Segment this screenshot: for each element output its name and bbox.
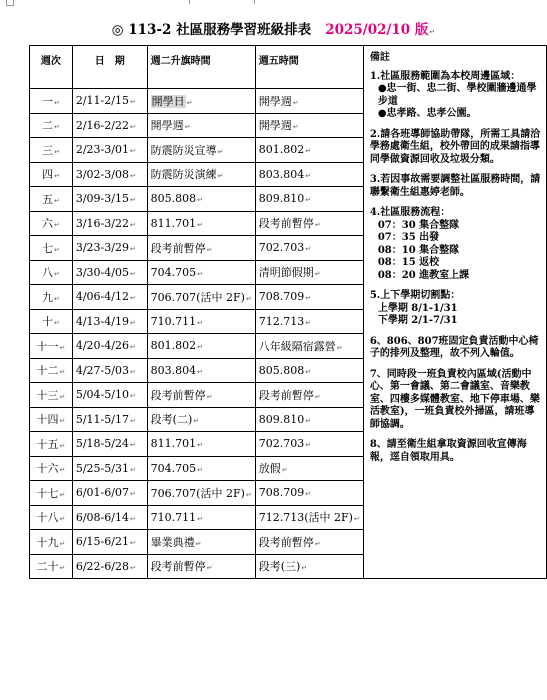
note-line: 8、請至衛生組拿取資源回收宣傳海報，逕自領取用具。 [369, 439, 527, 463]
notes-list [370, 71, 541, 465]
notes-heading: 備註 [369, 52, 390, 63]
tuesday-cell-text: 801.802 [150, 339, 197, 353]
tuesday-cell [147, 481, 255, 506]
week-cell [30, 505, 73, 530]
note-item [370, 369, 541, 432]
paragraph-mark: ↵ [53, 245, 60, 254]
tuesday-cell [147, 113, 255, 138]
week-cell-text: 八 [41, 266, 53, 280]
friday-cell [255, 505, 363, 530]
week-cell [30, 113, 73, 138]
paragraph-mark: ↵ [281, 466, 288, 475]
paragraph-mark: ↵ [186, 98, 193, 107]
paragraph-mark: ↵ [53, 319, 60, 328]
friday-cell-text: 803.804 [258, 167, 305, 181]
note-item [370, 336, 541, 361]
date-cell [72, 432, 147, 457]
paragraph-mark: ↵ [305, 196, 312, 205]
header-tuesday-time: 週二升旗時間 [147, 46, 255, 89]
note-line: 08：20 進教室上課 [377, 269, 470, 281]
note-line: 7、同時段一班負責校內區域(活動中心、第一會議、第二會議室、音樂教室、四樓多媒體教室、地下停車場、樂活教室)，一班負責校外掃區，請班導師協調。 [369, 368, 540, 430]
paragraph-mark: ↵ [292, 98, 299, 107]
friday-cell-text: 段考前暫停 [258, 388, 314, 402]
paragraph-mark: ↵ [184, 123, 191, 132]
paragraph-mark: ↵ [195, 539, 202, 548]
friday-cell-text: 805.808 [258, 363, 305, 377]
schedule-table [29, 45, 547, 579]
tuesday-cell [147, 383, 255, 408]
paragraph-mark: ↵ [53, 98, 60, 107]
paragraph-mark: ↵ [59, 466, 66, 475]
tuesday-cell [147, 407, 255, 432]
week-cell [30, 187, 73, 212]
tuesday-cell [147, 162, 255, 187]
note-line: 07：30 集合整隊 [377, 219, 460, 231]
paragraph-mark: ↵ [129, 294, 136, 303]
tuesday-cell-text: 706.707(活中 2F) [150, 290, 245, 304]
friday-cell-text: 712.713(活中 2F) [258, 511, 353, 525]
note-line: 08：10 集合整隊 [377, 244, 460, 256]
paragraph-mark: ↵ [314, 221, 321, 230]
date-cell [72, 89, 147, 114]
friday-cell-text: 712.713 [258, 314, 305, 328]
friday-cell-text: 809.810 [258, 192, 305, 206]
tuesday-cell-text: 704.705 [150, 265, 197, 279]
week-cell-text: 九 [41, 290, 53, 304]
ruler-tick [189, 0, 190, 4]
paragraph-mark: ↵ [305, 318, 312, 327]
friday-cell [255, 530, 363, 555]
friday-cell [255, 481, 363, 506]
week-cell-text: 三 [41, 143, 53, 157]
paragraph-mark: ↵ [59, 515, 66, 524]
paragraph-mark: ↵ [53, 147, 60, 156]
week-cell [30, 138, 73, 163]
week-cell [30, 334, 73, 359]
tuesday-cell [147, 309, 255, 334]
date-cell-text: 3/23-3/29 [75, 241, 129, 255]
paragraph-mark: ↵ [305, 171, 312, 180]
week-cell-text: 四 [41, 168, 53, 182]
week-cell-text: 一 [41, 94, 53, 108]
friday-cell-text: 開學週 [258, 119, 292, 133]
paragraph-mark: ↵ [129, 416, 136, 425]
date-cell-text: 5/25-5/31 [75, 461, 129, 475]
friday-cell [255, 383, 363, 408]
paragraph-mark: ↵ [129, 220, 136, 229]
paragraph-mark: ↵ [59, 539, 66, 548]
date-cell-text: 5/18-5/24 [75, 437, 129, 451]
tuesday-cell [147, 138, 255, 163]
note-line: ●忠孝路、忠孝公園。 [377, 108, 477, 119]
friday-cell-text: 708.709 [258, 290, 305, 304]
note-item [370, 174, 541, 199]
week-cell-text: 十一 [36, 339, 59, 353]
paragraph-mark: ↵ [197, 367, 204, 376]
paragraph-mark: ↵ [197, 196, 204, 205]
friday-cell [255, 358, 363, 383]
tuesday-cell-text: 805.808 [150, 192, 197, 206]
note-line: 4.社區服務流程： [369, 207, 451, 218]
friday-cell [255, 89, 363, 114]
friday-cell-text: 801.802 [258, 143, 305, 157]
paragraph-mark: ↵ [301, 564, 308, 573]
paragraph-mark: ↵ [245, 490, 252, 499]
week-cell-text: 十五 [36, 437, 59, 451]
paragraph-mark: ↵ [129, 367, 136, 376]
week-cell [30, 89, 73, 114]
paragraph-mark: ↵ [197, 514, 204, 523]
week-cell [30, 481, 73, 506]
week-cell [30, 260, 73, 285]
tuesday-cell-text: 段考前暫停 [150, 560, 206, 574]
friday-cell-text: 702.703 [258, 241, 305, 255]
paragraph-mark: ↵ [59, 564, 66, 573]
date-cell [72, 285, 147, 310]
date-cell [72, 260, 147, 285]
date-cell [72, 162, 147, 187]
friday-cell [255, 138, 363, 163]
week-cell-text: 十四 [36, 413, 59, 427]
tuesday-cell-text: 開學日 [151, 94, 185, 108]
note-line: 下學期 2/1-7/31 [377, 315, 458, 326]
paragraph-mark: ↵ [206, 564, 213, 573]
paragraph-mark: ↵ [59, 417, 66, 426]
tuesday-cell [147, 530, 255, 555]
paragraph-mark: ↵ [314, 392, 321, 401]
week-cell-text: 十九 [36, 535, 59, 549]
paragraph-mark: ↵ [197, 441, 204, 450]
paragraph-mark: ↵ [59, 392, 66, 401]
ruler-tick [254, 0, 255, 4]
paragraph-mark: ↵ [197, 318, 204, 327]
friday-cell-text: 放假 [258, 462, 281, 476]
date-cell [72, 407, 147, 432]
tuesday-cell-text: 開學週 [150, 119, 184, 133]
week-cell-text: 七 [41, 241, 53, 255]
paragraph-mark: ↵ [245, 294, 252, 303]
paragraph-mark: ↵ [197, 220, 204, 229]
paragraph-mark: ↵ [305, 490, 312, 499]
paragraph-mark: ↵ [129, 392, 136, 401]
note-item [370, 439, 541, 464]
paragraph-mark: ↵ [217, 172, 224, 181]
date-cell-text: 4/13-4/19 [75, 314, 129, 328]
paragraph-mark: ↵ [129, 563, 136, 572]
week-cell [30, 236, 73, 261]
paragraph-mark: ↵ [129, 318, 136, 327]
tuesday-cell [147, 554, 255, 579]
week-cell [30, 285, 73, 310]
week-cell [30, 432, 73, 457]
date-cell-text: 4/06-4/12 [75, 290, 129, 304]
paragraph-mark: ↵ [129, 441, 136, 450]
date-cell [72, 211, 147, 236]
friday-cell-text: 段考前暫停 [258, 217, 314, 231]
week-cell [30, 211, 73, 236]
date-cell [72, 481, 147, 506]
date-cell [72, 358, 147, 383]
date-cell-text: 6/01-6/07 [75, 486, 129, 500]
tuesday-cell-text: 803.804 [150, 363, 197, 377]
paragraph-mark: ↵ [129, 147, 136, 156]
tuesday-cell-text: 段考前暫停 [150, 388, 206, 402]
header-week: 週次 [30, 46, 73, 89]
note-line: 2.請各班導師協助帶隊，所需工具請洽學務處衛生組，校外帶回的成果請指導同學做資源回收及垃圾分類。 [369, 128, 541, 165]
paragraph-mark: ↵ [129, 490, 136, 499]
week-cell [30, 383, 73, 408]
note-line: ●忠一街、忠二街、學校圍牆邊通學步道 [377, 83, 537, 107]
tuesday-cell-text: 防震防災演練 [150, 168, 217, 182]
week-cell-text: 二 [41, 119, 53, 133]
date-cell [72, 530, 147, 555]
paragraph-mark: ↵ [53, 172, 60, 181]
paragraph-mark: ↵ [53, 123, 60, 132]
date-cell [72, 138, 147, 163]
tuesday-cell-text: 811.701 [150, 216, 197, 230]
paragraph-mark: ↵ [53, 196, 60, 205]
paragraph-mark: ↵ [305, 245, 312, 254]
tuesday-cell [147, 89, 255, 114]
tuesday-cell [147, 187, 255, 212]
paragraph-mark: ↵ [129, 122, 136, 131]
tuesday-cell-text: 防震防災宣導 [150, 143, 217, 157]
date-cell [72, 456, 147, 481]
friday-cell [255, 456, 363, 481]
date-cell [72, 187, 147, 212]
friday-cell [255, 260, 363, 285]
header-row [30, 46, 547, 89]
date-cell-text: 6/08-6/14 [75, 510, 129, 524]
week-cell-text: 二十 [36, 560, 59, 574]
friday-cell [255, 162, 363, 187]
friday-cell [255, 236, 363, 261]
paragraph-mark: ↵ [59, 368, 66, 377]
date-cell-text: 6/15-6/21 [75, 535, 129, 549]
friday-cell [255, 554, 363, 579]
paragraph-mark: ↵ [336, 343, 343, 352]
tuesday-cell [147, 432, 255, 457]
page-corner-mark [6, 0, 14, 6]
week-cell [30, 162, 73, 187]
note-line: 07：35 出發 [377, 232, 440, 243]
date-cell-text: 2/23-3/01 [75, 143, 129, 157]
friday-cell [255, 334, 363, 359]
paragraph-mark: ↵ [129, 245, 136, 254]
week-cell-text: 十八 [36, 511, 59, 525]
paragraph-mark: ↵ [314, 270, 321, 279]
paragraph-mark: ↵ [59, 343, 66, 352]
week-cell [30, 358, 73, 383]
paragraph-mark: ↵ [129, 269, 136, 278]
paragraph-mark: ↵ [197, 465, 204, 474]
friday-cell-text: 清明節假期 [258, 266, 314, 280]
paragraph-mark: ↵ [53, 270, 60, 279]
week-cell-text: 十六 [36, 462, 59, 476]
tuesday-cell-text: 畢業典禮 [150, 535, 195, 549]
note-line: 5.上下學期切割點： [369, 290, 461, 301]
friday-cell-text: 段考(三) [258, 560, 301, 574]
tuesday-cell [147, 260, 255, 285]
date-cell-text: 3/09-3/15 [75, 192, 129, 206]
note-item [370, 129, 541, 167]
header-friday-time: 週五時間 [255, 46, 363, 89]
friday-cell-text: 段考前暫停 [258, 535, 314, 549]
week-cell-text: 十二 [36, 364, 59, 378]
paragraph-mark: ↵ [53, 294, 60, 303]
friday-cell [255, 113, 363, 138]
date-cell [72, 309, 147, 334]
tuesday-cell-text: 706.707(活中 2F) [150, 486, 245, 500]
date-cell-text: 6/22-6/28 [75, 559, 129, 573]
week-cell [30, 554, 73, 579]
paragraph-mark: ↵ [53, 221, 60, 230]
date-cell [72, 383, 147, 408]
paragraph-mark: ↵ [197, 269, 204, 278]
paragraph-mark: ↵ [305, 147, 312, 156]
date-cell [72, 554, 147, 579]
tuesday-cell-text: 710.711 [150, 510, 197, 524]
note-item [370, 207, 541, 282]
header-date: 日 期 [72, 46, 147, 89]
paragraph-mark: ↵ [197, 343, 204, 352]
friday-cell [255, 285, 363, 310]
tuesday-cell-text: 811.701 [150, 437, 197, 451]
date-cell [72, 113, 147, 138]
title-version: 2025/02/10 版 [325, 22, 429, 38]
friday-cell [255, 211, 363, 236]
paragraph-mark: ↵ [129, 98, 136, 107]
friday-cell-text: 開學週 [258, 94, 292, 108]
paragraph-mark: ↵ [429, 28, 436, 36]
paragraph-mark: ↵ [305, 416, 312, 425]
date-cell-text: 5/04-5/10 [75, 388, 129, 402]
date-cell [72, 236, 147, 261]
paragraph-mark: ↵ [129, 465, 136, 474]
paragraph-mark: ↵ [292, 123, 299, 132]
week-cell [30, 530, 73, 555]
notes-cell [363, 46, 546, 579]
paragraph-mark: ↵ [206, 392, 213, 401]
paragraph-mark: ↵ [305, 294, 312, 303]
friday-cell-text: 708.709 [258, 486, 305, 500]
friday-cell [255, 309, 363, 334]
paragraph-mark: ↵ [129, 171, 136, 180]
week-cell-text: 五 [41, 192, 53, 206]
week-cell-text: 六 [41, 217, 53, 231]
tuesday-cell [147, 211, 255, 236]
tuesday-cell [147, 236, 255, 261]
paragraph-mark: ↵ [193, 417, 200, 426]
note-line: 上學期 8/1-1/31 [377, 302, 458, 314]
paragraph-mark: ↵ [314, 539, 321, 548]
note-line: 3.若因事故需要調整社區服務時間，請聯繫衛生組惠婷老師。 [369, 174, 541, 198]
tuesday-cell-text: 段考(二) [150, 413, 193, 427]
date-cell-text: 5/11-5/17 [75, 412, 129, 426]
date-cell-text: 3/30-4/05 [75, 265, 129, 279]
paragraph-mark: ↵ [129, 343, 136, 352]
paragraph-mark: ↵ [129, 514, 136, 523]
note-line: 08：15 返校 [377, 257, 440, 268]
tuesday-cell [147, 358, 255, 383]
paragraph-mark: ↵ [206, 245, 213, 254]
paragraph-mark: ↵ [59, 441, 66, 450]
note-item [370, 71, 541, 121]
paragraph-mark: ↵ [305, 367, 312, 376]
tuesday-cell [147, 334, 255, 359]
date-cell-text: 3/02-3/08 [75, 167, 129, 181]
paragraph-mark: ↵ [59, 490, 66, 499]
note-line: 1.社區服務範圍為本校周邊區域： [369, 70, 521, 82]
date-cell-text: 4/20-4/26 [75, 339, 129, 353]
friday-cell [255, 432, 363, 457]
title-prefix: ◎ 113-2 社區服務學習班級排表 [111, 22, 312, 38]
tuesday-cell-text: 710.711 [150, 314, 197, 328]
week-cell-text: 十七 [36, 486, 59, 500]
friday-cell [255, 187, 363, 212]
tuesday-cell [147, 505, 255, 530]
date-cell-text: 3/16-3/22 [75, 216, 129, 230]
paragraph-mark: ↵ [353, 515, 360, 524]
date-cell-text: 2/16-2/22 [75, 118, 129, 132]
tuesday-cell [147, 285, 255, 310]
paragraph-mark: ↵ [129, 196, 136, 205]
date-cell [72, 334, 147, 359]
friday-cell-text: 809.810 [258, 412, 305, 426]
week-cell-text: 十 [41, 315, 53, 329]
paragraph-mark: ↵ [217, 147, 224, 156]
paragraph-mark: ↵ [129, 539, 136, 548]
note-line: 6、806、807班固定負責活動中心椅子的排列及整理，故不列入輪值。 [369, 335, 539, 359]
week-cell [30, 309, 73, 334]
note-item [370, 290, 541, 328]
tuesday-cell [147, 456, 255, 481]
week-cell [30, 407, 73, 432]
week-cell-text: 十三 [36, 388, 59, 402]
tuesday-cell-text: 704.705 [150, 461, 197, 475]
page-title [0, 18, 547, 38]
date-cell [72, 505, 147, 530]
week-cell [30, 456, 73, 481]
date-cell-text: 2/11-2/15 [75, 94, 129, 108]
friday-cell [255, 407, 363, 432]
paragraph-mark: ↵ [305, 441, 312, 450]
friday-cell-text: 702.703 [258, 437, 305, 451]
tuesday-cell-text: 段考前暫停 [150, 241, 206, 255]
date-cell-text: 4/27-5/03 [75, 363, 129, 377]
friday-cell-text: 八年級隔宿露營 [258, 339, 336, 353]
